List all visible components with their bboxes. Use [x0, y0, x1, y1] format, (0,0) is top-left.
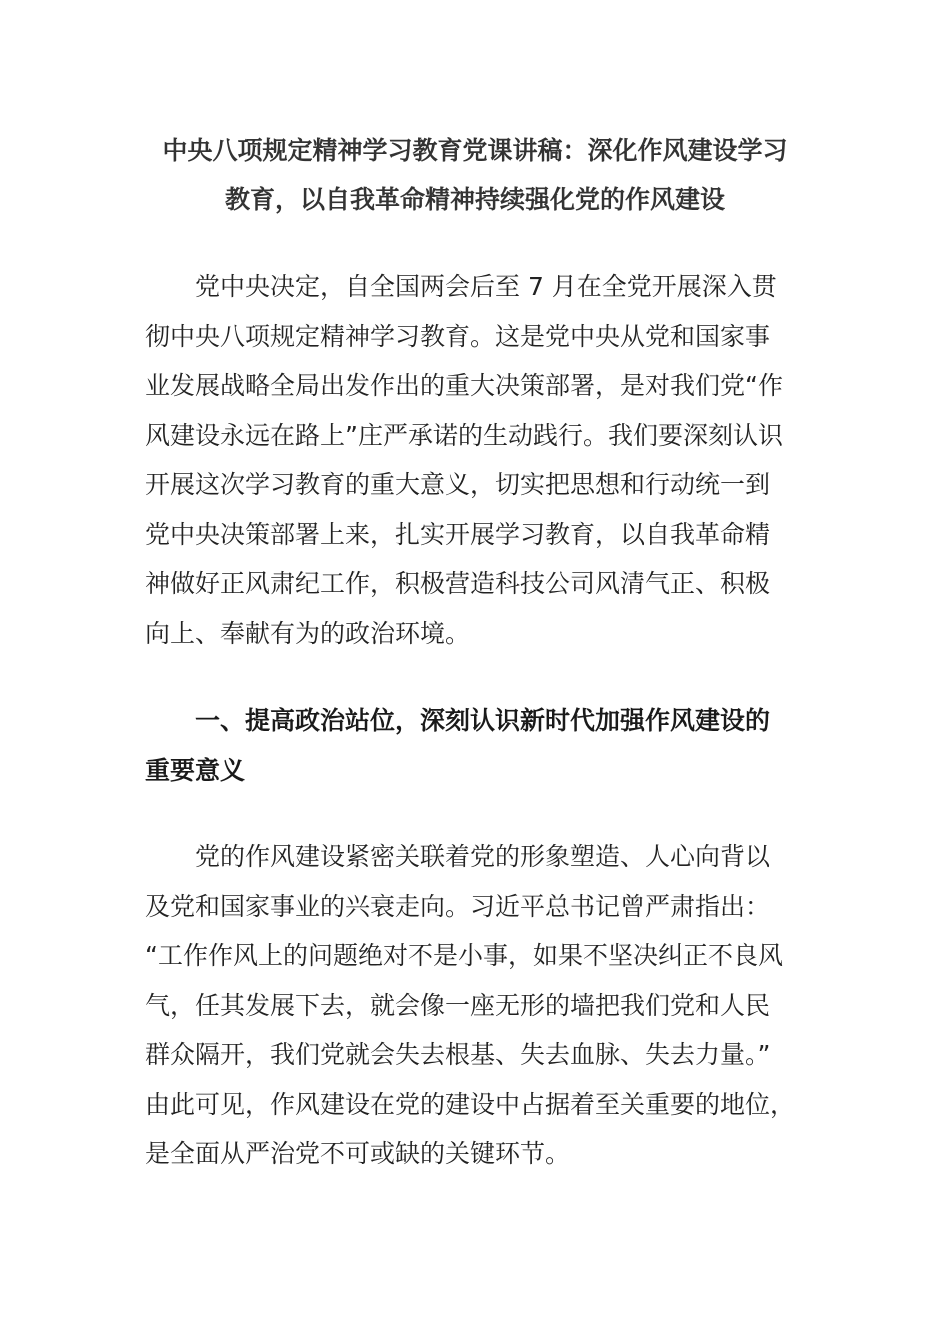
- paragraph-line: 彻中央八项规定精神学习教育。这是党中央从党和国家事: [145, 321, 771, 351]
- heading-line: 一、提高政治站位，深刻认识新时代加强作风建设的: [195, 706, 771, 735]
- paragraph-line: “工作作风上的问题绝对不是小事，如果不坚决纠正不良风: [145, 941, 783, 970]
- paragraph-line: 向上、奉献有为的政治环境。: [145, 618, 471, 648]
- paragraph-line: 气，任其发展下去，就会像一座无形的墙把我们党和人民: [145, 990, 771, 1020]
- paragraph-line: 开展这次学习教育的重大意义，切实把思想和行动统一到: [145, 470, 771, 499]
- paragraph-line: 是全面从严治党不可或缺的关键环节。: [145, 1139, 571, 1168]
- heading-line: 重要意义: [145, 755, 246, 785]
- paragraph-line: 风建设永远在路上”庄严承诺的生动践行。我们要深刻认识: [145, 420, 783, 450]
- title-line: 中央八项规定精神学习教育党课讲稿：深化作风建设学习: [162, 136, 788, 165]
- paragraph-intro: [145, 262, 825, 658]
- paragraph-line: 党中央决定，自全国两会后至 7 月在全党开展深入贯: [195, 272, 777, 301]
- section-heading-1: [145, 696, 825, 795]
- paragraph-line: 及党和国家事业的兴衰走向。习近平总书记曾严肃指出：: [145, 891, 771, 921]
- paragraph-line: 业发展战略全局出发作出的重大决策部署，是对我们党“作: [145, 371, 783, 400]
- title-line: 教育，以自我革命精神持续强化党的作风建设: [224, 185, 725, 214]
- paragraph-line: 党中央决策部署上来，扎实开展学习教育，以自我革命精: [145, 519, 771, 549]
- paragraph-line: 党的作风建设紧密关联着党的形象塑造、人心向背以: [195, 842, 771, 871]
- paragraph-line: 神做好正风肃纪工作，积极营造科技公司风清气正、积极: [145, 569, 771, 598]
- paragraph-section-1: [145, 832, 825, 1179]
- paragraph-line: 群众隔开，我们党就会失去根基、失去血脉、失去力量。”: [145, 1040, 771, 1069]
- paragraph-line: 由此可见，作风建设在党的建设中占据着至关重要的地位，: [145, 1089, 796, 1119]
- document-title: [130, 126, 820, 224]
